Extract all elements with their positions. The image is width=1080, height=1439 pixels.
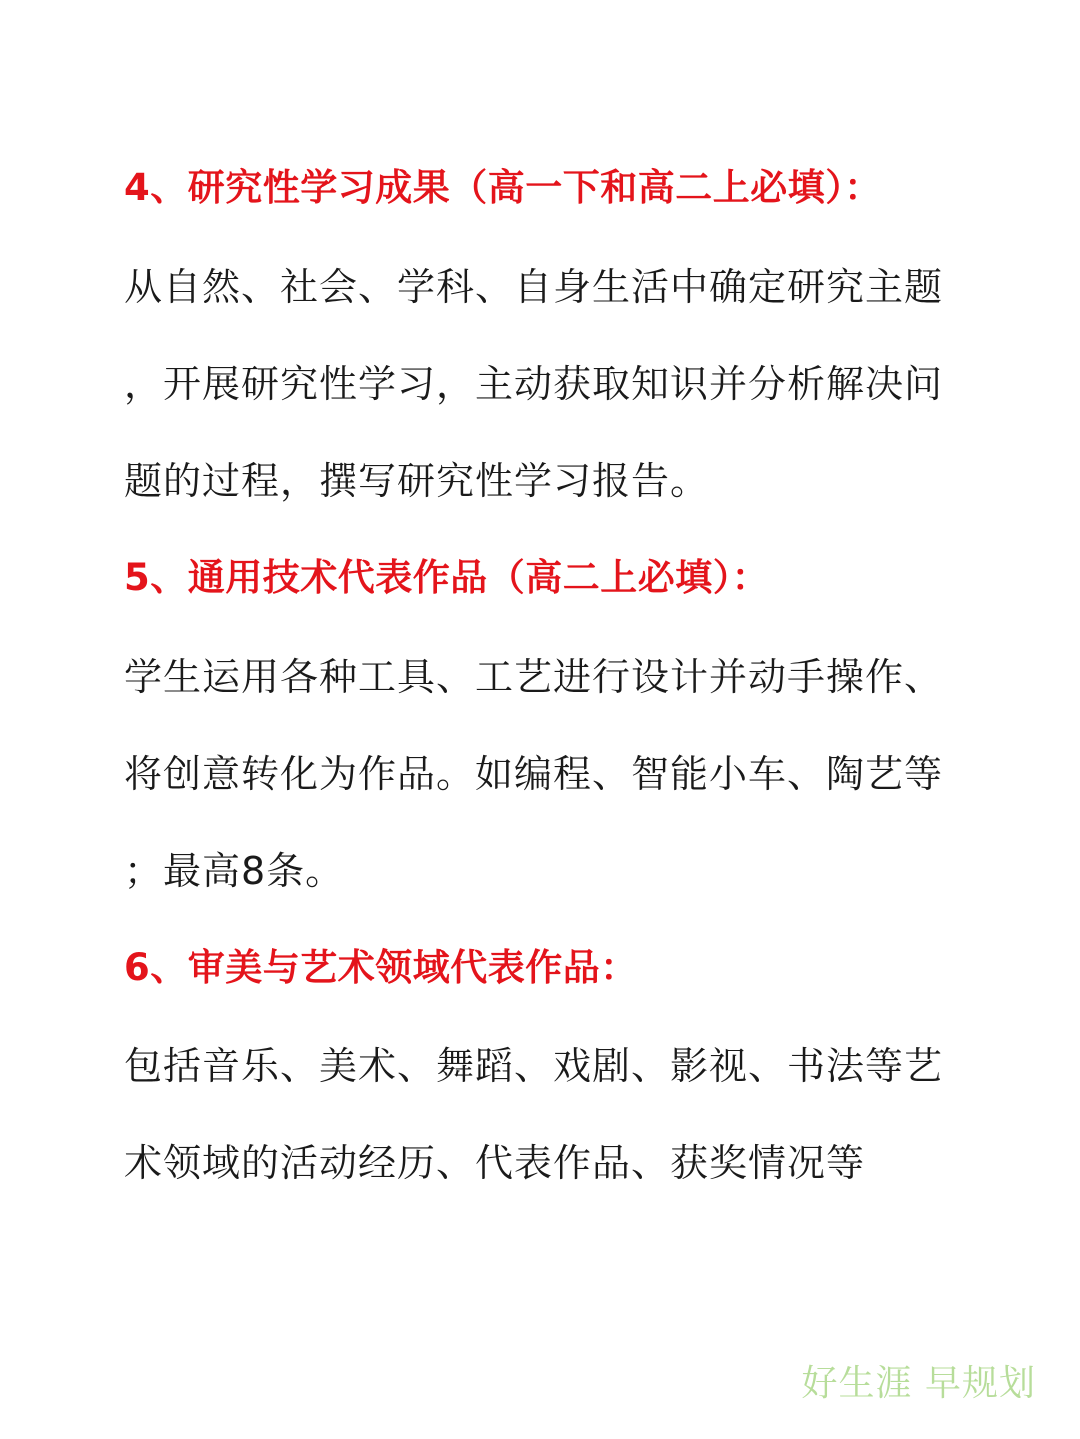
section-6-line-1: 包括音乐、美术、舞蹈、戏剧、影视、书法等艺 bbox=[124, 1044, 944, 1088]
section-5-line-3: ；最高8条。 bbox=[124, 849, 345, 893]
section-5-line-2: 将创意转化为作品。如编程、智能小车、陶艺等 bbox=[124, 752, 944, 796]
section-4-line-3: 题的过程，撰写研究性学习报告。 bbox=[124, 459, 710, 503]
section-6-heading: 6、审美与艺术领域代表作品： bbox=[124, 946, 638, 989]
watermark: 好生涯 早规划 bbox=[801, 1363, 1036, 1404]
section-4-line-2: ，开展研究性学习，主动获取知识并分析解决问 bbox=[124, 362, 944, 406]
section-5-line-1: 学生运用各种工具、工艺进行设计并动手操作、 bbox=[124, 655, 944, 699]
section-4-heading: 4、研究性学习成果（高一下和高二上必填）： bbox=[124, 166, 882, 209]
section-4-line-1: 从自然、社会、学科、自身生活中确定研究主题 bbox=[124, 265, 944, 309]
section-5-heading: 5、通用技术代表作品（高二上必填）： bbox=[124, 556, 770, 599]
section-6-line-2: 术领域的活动经历、代表作品、获奖情况等 bbox=[124, 1141, 866, 1185]
